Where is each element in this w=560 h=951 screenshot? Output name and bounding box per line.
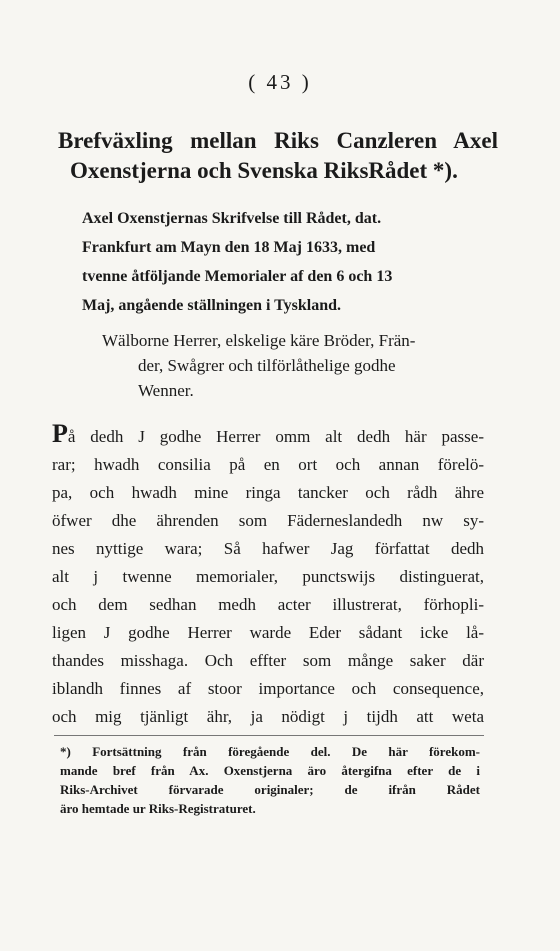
chapter-title	[58, 126, 498, 186]
footnote-line: äro hemtade ur Riks-Registraturet.	[60, 801, 256, 816]
body-line: ligen J godhe Herrer warde Eder sådant icke lå-	[52, 623, 484, 642]
heading-line: Axel Oxenstjernas Skrifvelse till Rådet, dat.	[82, 210, 382, 227]
body-line: pa, och hwadh mine ringa tancker och rådh ähre	[52, 483, 484, 502]
footnote-line: *) Fortsättning från föregående del. De här förekom-	[60, 744, 480, 759]
body-line: och mig tjänligt ähr, ja nödigt j tijdh att weta	[52, 707, 484, 726]
salutation-line: der, Swågrer och tilförlåthelige godhe	[138, 356, 396, 375]
heading-line: Frankfurt am Mayn den 18 Maj 1633, med	[82, 239, 376, 256]
salutation-line: Wälborne Herrer, elskelige käre Bröder, Frän-	[102, 331, 416, 350]
body-line: nes nyttige wara; Så hafwer Jag författat dedh	[52, 539, 484, 558]
footnote-rule	[54, 735, 484, 736]
body-line-text: å dedh J godhe Herrer omm alt dedh här passe-	[67, 427, 484, 446]
body-line: och dem sedhan medh acter illustrerat, förhopli-	[52, 595, 484, 614]
heading-line: Maj, angående ställningen i Tyskland.	[82, 297, 342, 314]
body-line: öfwer dhe ährenden som Fäderneslandedh nw sy-	[52, 511, 484, 530]
drop-cap: P	[52, 419, 68, 448]
footnote-line: mande bref från Ax. Oxenstjerna äro återgifna efter de i	[60, 763, 480, 778]
salutation-line: Wenner.	[138, 381, 194, 400]
title-line-1: Brefväxling mellan Riks Canzleren Axel	[58, 128, 498, 153]
title-line-2: Oxenstjerna och Svenska RiksRådet *).	[70, 158, 458, 183]
page-number: ( 43 )	[248, 70, 312, 94]
body-line: rar; hwadh consilia på en ort och annan förelö-	[52, 455, 484, 474]
letter-body	[52, 420, 484, 731]
body-line: alt j twenne memorialer, punctswijs distinguerat,	[52, 567, 484, 586]
body-line: iblandh finnes af stoor importance och consequence,	[52, 679, 484, 698]
letter-heading	[82, 204, 480, 320]
heading-line: tvenne åtföljande Memorialer af den 6 och 13	[82, 268, 393, 285]
footnote	[60, 742, 480, 818]
salutation	[102, 328, 482, 403]
body-line-first	[52, 420, 484, 451]
body-line: thandes misshaga. Och effter som månge saker där	[52, 651, 484, 670]
footnote-line: Riks-Archivet förvarade originaler; de ifrån Rådet	[60, 782, 480, 797]
